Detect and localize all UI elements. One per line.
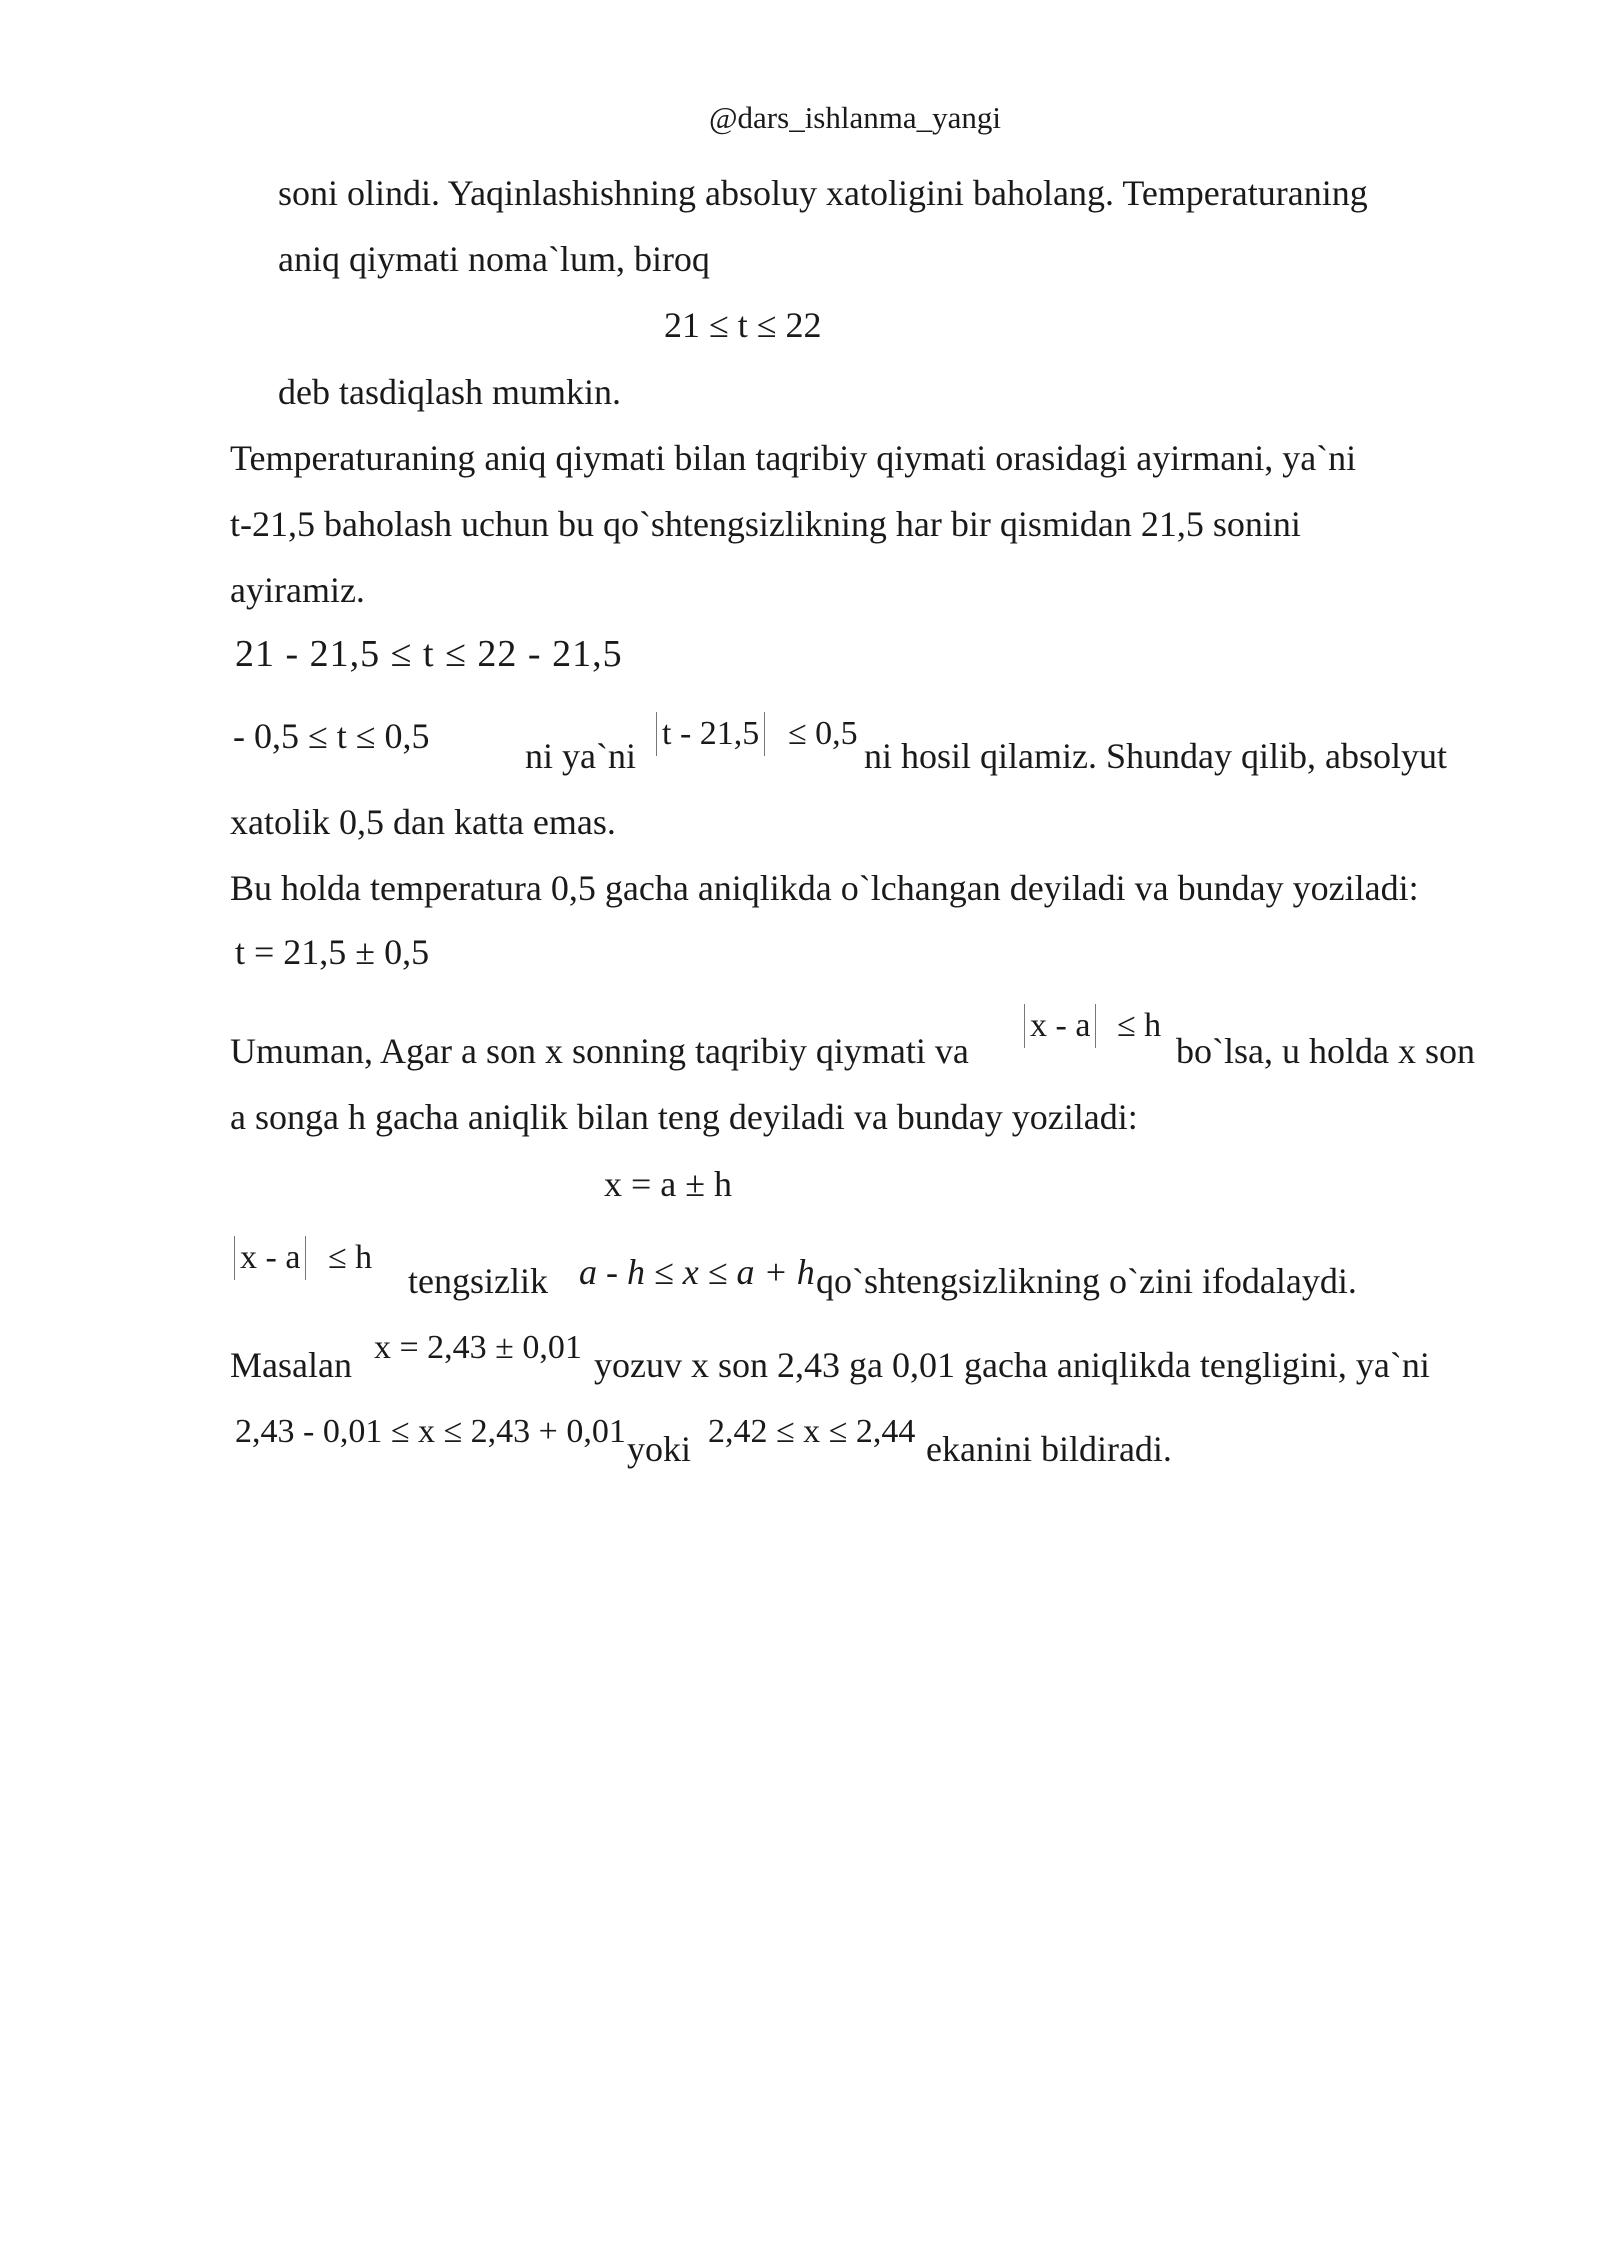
text-masalan: Masalan [230,1345,352,1385]
formula-abs-xa: x - a [1024,1004,1096,1048]
paragraph-line: t-21,5 baholash uchun bu qo`shtengsizlikning har bir qismidan 21,5 sonini [230,504,1301,544]
paragraph-line: ayiramiz. [230,570,365,610]
formula-abs-t: t - 21,5 [656,712,765,756]
paragraph-line: Umuman, Agar a son x sonning taqribiy qiymati va [230,1031,969,1071]
paragraph-line: deb tasdiqlash mumkin. [278,372,621,412]
paragraph-line: a songa h gacha aniqlik bilan teng deyiladi va bunday yoziladi: [230,1097,1138,1137]
formula-subtract: 21 - 21,5 ≤ t ≤ 22 - 21,5 [235,633,623,675]
formula-t: t = 21,5 ± 0,5 [235,932,430,972]
paragraph-line: soni olindi. Yaqinlashishning absoluy xatoligini baholang. Temperaturaning [278,173,1368,213]
paragraph-line: xatolik 0,5 dan katta emas. [230,802,616,842]
paragraph-line: bo`lsa, u holda x son [1176,1031,1475,1071]
paragraph-line: Temperaturaning aniq qiymati bilan taqribiy qiymati orasidagi ayirmani, ya`ni [230,438,1357,478]
formula-abs-xa: x - a [234,1236,306,1280]
formula-result: - 0,5 ≤ t ≤ 0,5 [233,716,430,756]
formula-le-h: ≤ h [1117,1007,1162,1044]
paragraph-line: yozuv x son 2,43 ga 0,01 gacha aniqlikda tengligini, ya`ni [594,1345,1430,1385]
formula-abs-t-bound: ≤ 0,5 [788,715,858,752]
formula-double-inequality: a - h ≤ x ≤ a + h [579,1252,815,1292]
formula-le-h: ≤ h [328,1239,373,1276]
formula-bounds: 21 ≤ t ≤ 22 [664,305,822,345]
formula-x: x = a ± h [604,1164,733,1204]
text-yoki: yoki [627,1429,692,1469]
formula-example-range: 2,43 - 0,01 ≤ x ≤ 2,43 + 0,01 [235,1413,626,1450]
paragraph-line: ekanini bildiradi. [926,1429,1172,1469]
paragraph-line: aniq qiymati noma`lum, biroq [278,239,710,279]
page-header-channel: @dars_ishlanma_yangi [709,100,1001,135]
formula-example: x = 2,43 ± 0,01 [374,1329,582,1366]
formula-example-interval: 2,42 ≤ x ≤ 2,44 [708,1413,916,1450]
text-tengsizlik: tengsizlik [408,1261,548,1301]
text-ni-yani: ni ya`ni [525,736,636,776]
paragraph-line: ni hosil qilamiz. Shunday qilib, absolyut [864,736,1447,776]
paragraph-line: Bu holda temperatura 0,5 gacha aniqlikda o`lchangan deyiladi va bunday yoziladi: [230,868,1419,908]
paragraph-line: qo`shtengsizlikning o`zini ifodalaydi. [816,1261,1357,1301]
